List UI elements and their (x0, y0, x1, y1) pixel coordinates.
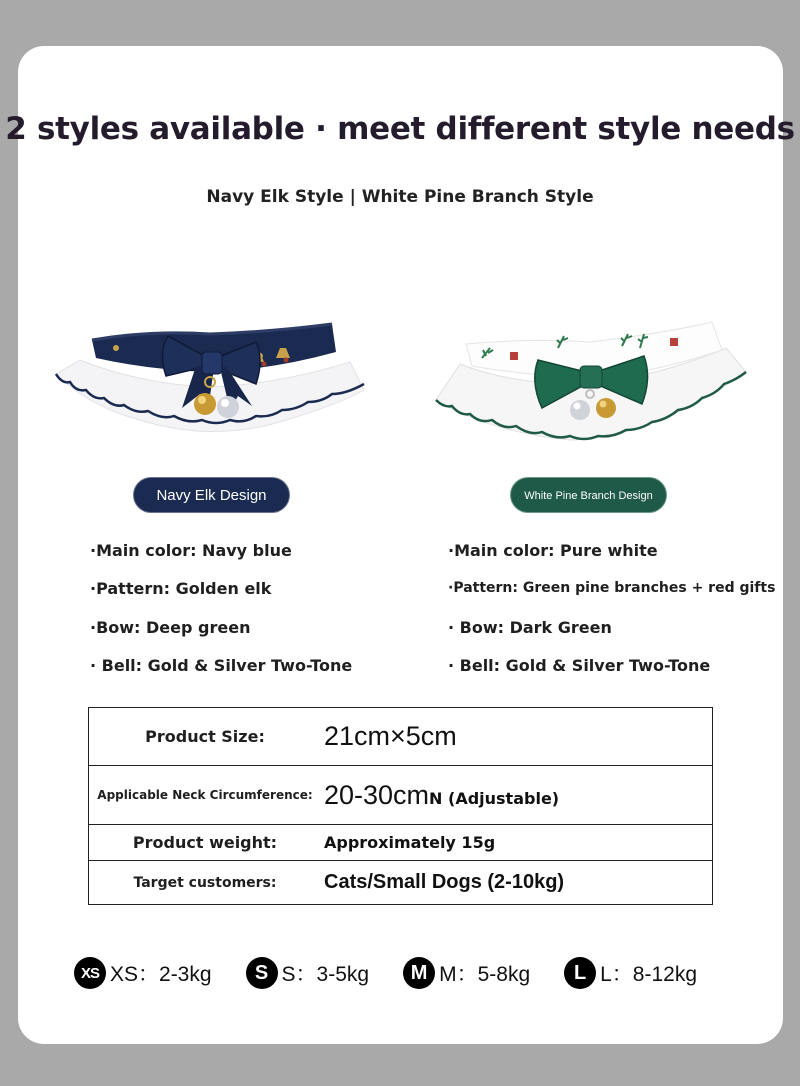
size-xs-badge-icon: XS (74, 957, 106, 989)
row-label-neck-circumference: Applicable Neck Circumference: (89, 766, 322, 824)
size-s-badge-icon: S (246, 957, 278, 989)
size-xs (74, 957, 212, 989)
size-l-badge-icon: L (564, 957, 596, 989)
row-value-target-customers: Cats/Small Dogs (2-10kg) (321, 861, 713, 905)
style-subline: Navy Elk Style | White Pine Branch Style (206, 187, 594, 207)
navy-elk-collar-image (50, 312, 370, 462)
white-pine-collar-image (430, 312, 750, 462)
size-s-text: S：3-5kg (281, 963, 370, 986)
size-xs-text: XS：2-3kg (110, 963, 212, 986)
table-row (89, 708, 713, 766)
size-l (564, 957, 697, 989)
size-guide (74, 955, 731, 991)
size-m-badge-icon: M (403, 957, 435, 989)
navy-elk-design-badge: Navy Elk Design (133, 477, 290, 513)
navy-spec-bow: ·Bow: Deep green (90, 618, 251, 637)
row-value-product-weight: Approximately 15g (321, 824, 713, 860)
row-value-product-size: 21cm×5cm (321, 708, 713, 766)
product-info-table (88, 707, 713, 905)
headline: 2 styles available · meet different style needs (5, 111, 795, 147)
navy-spec-main-color: ·Main color: Navy blue (90, 541, 292, 560)
row-label-target-customers: Target customers: (89, 861, 322, 905)
white-spec-bow: · Bow: Dark Green (448, 618, 612, 637)
navy-spec-bell: · Bell: Gold & Silver Two-Tone (90, 656, 353, 675)
size-m (403, 957, 530, 989)
row-label-product-size: Product Size: (89, 708, 322, 766)
white-spec-pattern: ·Pattern: Green pine branches + red gifts (448, 580, 776, 596)
row-label-product-weight: Product weight: (89, 824, 322, 860)
table-row (89, 766, 713, 824)
size-m-text: M：5-8kg (439, 963, 531, 986)
table-row (89, 861, 713, 905)
row-value-neck-circumference: 20-30cmN (Adjustable) (321, 766, 713, 824)
table-row (89, 824, 713, 860)
navy-spec-pattern: ·Pattern: Golden elk (90, 579, 272, 598)
size-l-text: L：8-12kg (600, 963, 698, 986)
size-s (246, 957, 370, 989)
white-spec-main-color: ·Main color: Pure white (448, 541, 658, 560)
white-pine-design-badge: White Pine Branch Design (510, 477, 667, 513)
white-spec-bell: · Bell: Gold & Silver Two-Tone (448, 656, 711, 675)
